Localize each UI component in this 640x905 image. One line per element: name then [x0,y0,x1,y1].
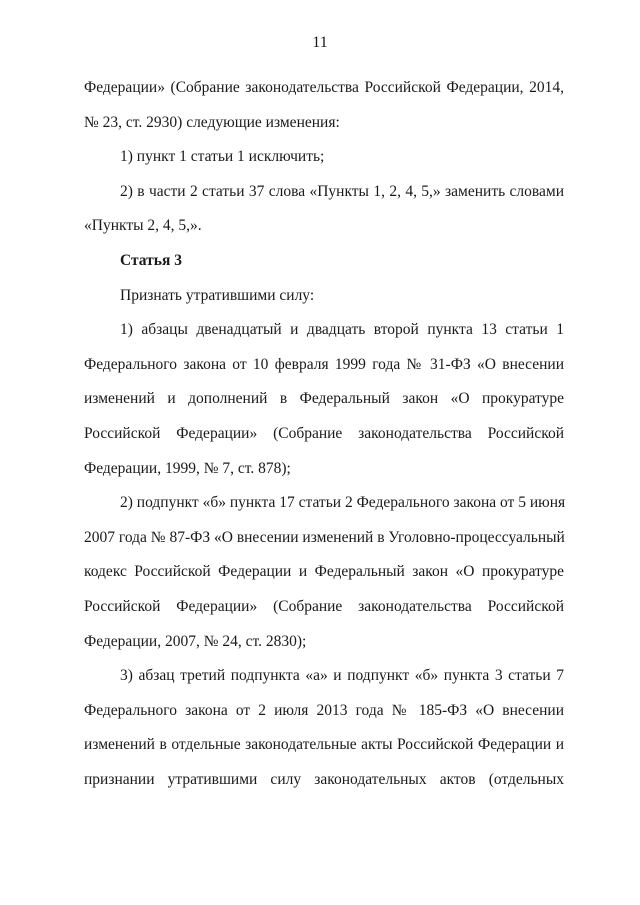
text-line: 2007 года № 87-ФЗ «О внесении изменений в Уголовно-процессуальный [84,528,565,546]
text-line: 3) абзац третий подпункта «а» и подпункт «б» пункта 3 статьи 7 [120,667,564,685]
text-line: изменений и дополнений в Федеральный закон «О прокуратуре [84,390,564,408]
document-body [84,71,564,797]
text-line: № 23, ст. 2930) следующие изменения: [84,113,340,131]
text-line: Федерального закона от 2 июля 2013 года № 185-ФЗ «О внесении [84,701,564,719]
text-line: 1) пункт 1 статьи 1 исключить; [120,148,325,166]
article-heading: Статья 3 [120,251,182,269]
text-line: 2) в части 2 статьи 37 слова «Пункты 1, 2, 4, 5,» заменить словами [120,182,564,200]
text-line: Российской Федерации» (Собрание законодательства Российской [84,424,564,442]
page-number: 11 [312,34,328,51]
text-line: Федерации, 1999, № 7, ст. 878); [84,459,291,477]
text-line: Российской Федерации» (Собрание законодательства Российской [84,597,564,615]
text-line: признании утратившими силу законодательных актов (отдельных [84,770,564,788]
text-line: кодекс Российской Федерации и Федеральный закон «О прокуратуре [84,563,564,581]
text-line: 1) абзацы двенадцатый и двадцать второй пункта 13 статьи 1 [120,321,564,339]
text-line: изменений в отдельные законодательные акты Российской Федерации и [84,736,564,754]
text-line: Признать утратившими силу: [120,286,315,304]
text-line: Федерации, 2007, № 24, ст. 2830); [84,632,307,650]
text-line: 2) подпункт «б» пункта 17 статьи 2 Федерального закона от 5 июня [120,494,566,512]
text-line: Федерации» (Собрание законодательства Российской Федерации, 2014, [84,79,564,96]
text-line: Федерального закона от 10 февраля 1999 года № 31-ФЗ «О внесении [84,355,564,373]
text-line: «Пункты 2, 4, 5,». [84,217,202,235]
